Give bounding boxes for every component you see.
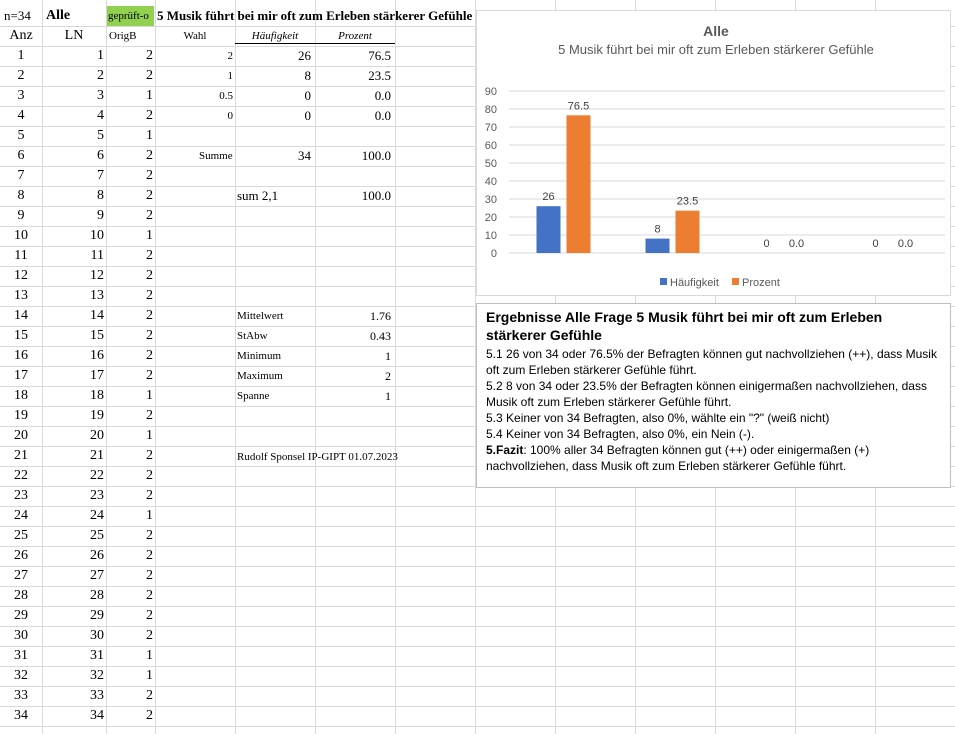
row-origb[interactable]: 2 — [146, 488, 153, 503]
row-ln[interactable]: 14 — [90, 308, 104, 323]
row-anz[interactable]: 11 — [14, 248, 28, 263]
row-origb[interactable]: 1 — [146, 648, 153, 663]
row-ln[interactable]: 27 — [90, 568, 104, 583]
chart-svg — [477, 11, 952, 297]
bar — [537, 206, 561, 253]
author-note[interactable]: Rudolf Sponsel IP-GIPT 01.07.2023 — [237, 451, 398, 463]
data-label: 23.5 — [676, 195, 699, 208]
bar — [646, 239, 670, 253]
freq-haeufigkeit[interactable]: 8 — [304, 68, 311, 83]
stat-value[interactable]: 1.76 — [370, 309, 391, 323]
row-origb[interactable]: 2 — [146, 548, 153, 563]
stat-label[interactable]: Minimum — [237, 350, 282, 362]
row-anz[interactable]: 25 — [14, 528, 28, 543]
row-ln[interactable]: 24 — [90, 508, 104, 523]
row-anz[interactable]: 34 — [14, 708, 28, 723]
legend-label: Häufigkeit — [670, 277, 719, 289]
row-anz[interactable]: 12 — [14, 268, 28, 283]
results-line-1: 5.1 26 von 34 oder 76.5% der Befragten können gut nachvollziehen (++), dass Musik oft zum Erleben stärkerer Gefühle führt. — [486, 347, 937, 377]
stat-label[interactable]: StAbw — [237, 330, 268, 342]
freq-wahl[interactable]: 0 — [227, 110, 233, 122]
freq-haeufigkeit[interactable]: 0 — [304, 88, 311, 103]
row-origb[interactable]: 1 — [146, 388, 153, 403]
bar — [567, 115, 591, 253]
summe-prozent[interactable]: 100.0 — [361, 148, 391, 163]
row-origb[interactable]: 2 — [146, 168, 153, 183]
row-origb[interactable]: 1 — [146, 668, 153, 683]
stat-label[interactable]: Spanne — [237, 390, 270, 402]
row-anz[interactable]: 6 — [17, 148, 25, 163]
row-anz[interactable]: 15 — [14, 328, 28, 343]
data-label: 0 — [872, 238, 879, 250]
header-wahl[interactable]: Wahl — [183, 30, 207, 42]
legend-swatch — [660, 278, 667, 285]
row-origb[interactable]: 2 — [146, 68, 153, 83]
row-origb[interactable]: 1 — [146, 428, 153, 443]
header-underline — [235, 43, 395, 44]
row-origb[interactable]: 2 — [146, 448, 153, 463]
sum21-prozent[interactable]: 100.0 — [361, 188, 391, 203]
row-ln[interactable]: 22 — [90, 468, 104, 483]
data-label: 8 — [654, 223, 661, 236]
results-fazit — [486, 442, 941, 474]
results-line-3: 5.3 Keiner von 34 Befragten, also 0%, wählte ein "?" (weiß nicht) — [486, 411, 830, 425]
row-anz[interactable]: 27 — [14, 568, 28, 583]
row-anz[interactable]: 4 — [17, 108, 25, 123]
question-title[interactable]: 5 Musik führt bei mir oft zum Erleben stärkerer Gefühle — [157, 8, 473, 23]
row-anz[interactable]: 19 — [14, 408, 28, 423]
row-anz[interactable]: 26 — [14, 548, 28, 563]
row-origb[interactable]: 2 — [146, 308, 153, 323]
row-origb[interactable]: 2 — [146, 208, 153, 223]
row-anz[interactable]: 16 — [14, 348, 28, 363]
stat-value[interactable]: 0.43 — [370, 329, 391, 343]
row-ln[interactable]: 20 — [90, 428, 104, 443]
results-textbox[interactable] — [476, 303, 951, 488]
row-ln[interactable]: 5 — [97, 128, 104, 143]
data-label: 0.0 — [788, 238, 805, 250]
legend-swatch — [732, 278, 739, 285]
row-ln[interactable]: 6 — [97, 148, 104, 163]
y-tick-label: 10 — [484, 230, 497, 242]
row-origb[interactable]: 2 — [146, 348, 153, 363]
y-tick-label: 20 — [484, 212, 497, 224]
bar-chart[interactable] — [476, 10, 951, 296]
sum21-label[interactable]: sum 2,1 — [237, 188, 279, 203]
data-label: 26 — [542, 191, 555, 204]
row-anz[interactable]: 14 — [14, 308, 28, 323]
stat-value[interactable]: 1 — [385, 349, 391, 363]
row-origb[interactable]: 2 — [146, 568, 153, 583]
row-anz[interactable]: 21 — [14, 448, 28, 463]
freq-prozent[interactable]: 76.5 — [368, 48, 391, 63]
results-line-2: 5.2 8 von 34 oder 23.5% der Befragten können einigermaßen nachvollziehen, dass Musik oft zum Erleben stärkerer Gefühle führt. — [486, 379, 927, 409]
group-cell[interactable]: Alle — [46, 8, 71, 23]
row-origb[interactable]: 1 — [146, 88, 153, 103]
bar — [676, 211, 700, 253]
header-haeufigkeit[interactable]: Häufigkeit — [251, 30, 299, 42]
results-heading: Ergebnisse Alle Frage 5 Musik führt bei mir oft zum Erleben stärkerer Gefühle — [486, 309, 883, 343]
row-origb[interactable]: 2 — [146, 248, 153, 263]
freq-haeufigkeit[interactable]: 26 — [298, 48, 311, 63]
row-anz[interactable]: 1 — [17, 48, 25, 63]
fazit-text: : 100% aller 34 Befragten können gut (++) oder einigermaßen (+) nachvollziehen, dass Musik oft zum Erleben stärkerer Gefühle führt. — [486, 443, 870, 473]
row-ln[interactable]: 17 — [90, 368, 104, 383]
row-anz[interactable]: 33 — [14, 688, 28, 703]
row-ln[interactable]: 31 — [90, 648, 104, 663]
row-ln[interactable]: 9 — [97, 208, 104, 223]
n-count-cell[interactable]: n=34 — [4, 8, 31, 23]
row-origb[interactable]: 2 — [146, 268, 153, 283]
row-origb[interactable]: 1 — [146, 128, 153, 143]
y-tick-label: 70 — [484, 122, 497, 134]
freq-wahl[interactable]: 2 — [227, 50, 233, 62]
row-ln[interactable]: 30 — [90, 628, 104, 643]
row-anz[interactable]: 22 — [14, 468, 28, 483]
y-tick-label: 0 — [490, 248, 497, 260]
row-ln[interactable]: 3 — [97, 88, 104, 103]
y-tick-label: 30 — [484, 194, 497, 206]
row-ln[interactable]: 7 — [97, 168, 104, 183]
freq-haeufigkeit[interactable]: 0 — [304, 108, 311, 123]
row-anz[interactable]: 18 — [14, 388, 28, 403]
y-tick-label: 50 — [484, 158, 497, 170]
chart-subtitle: 5 Musik führt bei mir oft zum Erleben stärkerer Gefühle — [558, 42, 874, 57]
row-anz[interactable]: 5 — [17, 128, 25, 143]
freq-prozent[interactable]: 0.0 — [374, 108, 391, 123]
row-anz[interactable]: 2 — [17, 68, 25, 83]
row-origb[interactable]: 2 — [146, 468, 153, 483]
row-ln[interactable]: 12 — [90, 268, 104, 283]
header-ln[interactable]: LN — [64, 28, 84, 43]
header-anz[interactable]: Anz — [9, 28, 33, 43]
row-origb[interactable]: 2 — [146, 588, 153, 603]
row-anz[interactable]: 9 — [17, 208, 25, 223]
summe-label[interactable]: Summe — [199, 150, 233, 162]
y-tick-label: 60 — [484, 140, 497, 152]
data-label: 76.5 — [567, 100, 590, 113]
row-anz[interactable]: 23 — [14, 488, 28, 503]
stat-label[interactable]: Mittelwert — [237, 310, 284, 322]
row-ln[interactable]: 8 — [97, 188, 104, 203]
y-tick-label: 40 — [484, 176, 497, 188]
row-origb[interactable]: 2 — [146, 188, 153, 203]
y-tick-label: 80 — [484, 104, 497, 116]
row-anz[interactable]: 24 — [14, 508, 28, 523]
summe-haeufigkeit[interactable]: 34 — [298, 148, 311, 163]
row-ln[interactable]: 13 — [90, 288, 104, 303]
row-origb[interactable]: 2 — [146, 628, 153, 643]
freq-wahl[interactable]: 0.5 — [219, 90, 233, 102]
row-origb[interactable]: 2 — [146, 608, 153, 623]
row-origb[interactable]: 2 — [146, 48, 153, 63]
row-anz[interactable]: 17 — [14, 368, 28, 383]
stat-value[interactable]: 1 — [385, 389, 391, 403]
row-anz[interactable]: 30 — [14, 628, 28, 643]
row-origb[interactable]: 1 — [146, 228, 153, 243]
row-ln[interactable]: 29 — [90, 608, 104, 623]
row-anz[interactable]: 13 — [14, 288, 28, 303]
row-origb[interactable]: 2 — [146, 108, 153, 123]
row-ln[interactable]: 28 — [90, 588, 104, 603]
row-anz[interactable]: 31 — [14, 648, 28, 663]
row-ln[interactable]: 33 — [90, 688, 104, 703]
row-anz[interactable]: 8 — [17, 188, 25, 203]
row-anz[interactable]: 3 — [17, 88, 25, 103]
data-label: 0 — [763, 238, 770, 250]
row-origb[interactable]: 2 — [146, 368, 153, 383]
row-ln[interactable]: 1 — [97, 48, 104, 63]
results-line-4: 5.4 Keiner von 34 Befragten, also 0%, ein Nein (-). — [486, 427, 755, 441]
gridline-vertical — [395, 0, 396, 734]
row-ln[interactable]: 19 — [90, 408, 104, 423]
row-anz[interactable]: 10 — [14, 228, 28, 243]
row-anz[interactable]: 20 — [14, 428, 28, 443]
row-origb[interactable]: 2 — [146, 708, 153, 723]
row-ln[interactable]: 15 — [90, 328, 104, 343]
chart-title: Alle — [703, 23, 729, 39]
row-anz[interactable]: 32 — [14, 668, 28, 683]
row-origb[interactable]: 2 — [146, 688, 153, 703]
row-ln[interactable]: 2 — [97, 68, 104, 83]
row-ln[interactable]: 32 — [90, 668, 104, 683]
legend-label: Prozent — [742, 277, 780, 289]
row-ln[interactable]: 16 — [90, 348, 104, 363]
freq-wahl[interactable]: 1 — [227, 70, 233, 82]
header-origb[interactable]: OrigB — [109, 30, 137, 42]
freq-prozent[interactable]: 23.5 — [368, 68, 391, 83]
row-ln[interactable]: 11 — [90, 248, 104, 263]
freq-prozent[interactable]: 0.0 — [374, 88, 391, 103]
row-origb[interactable]: 2 — [146, 148, 153, 163]
data-label: 0.0 — [897, 238, 914, 250]
row-ln[interactable]: 34 — [90, 708, 104, 723]
row-ln[interactable]: 21 — [90, 448, 104, 463]
status-badge[interactable]: geprüft-o — [108, 10, 149, 22]
row-origb[interactable]: 2 — [146, 328, 153, 343]
row-origb[interactable]: 1 — [146, 508, 153, 523]
row-anz[interactable]: 7 — [17, 168, 25, 183]
stat-value[interactable]: 2 — [385, 369, 391, 383]
row-origb[interactable]: 2 — [146, 408, 153, 423]
row-ln[interactable]: 10 — [90, 228, 104, 243]
gridline-horizontal — [0, 726, 955, 727]
stat-label[interactable]: Maximum — [237, 370, 283, 382]
row-anz[interactable]: 28 — [14, 588, 28, 603]
header-prozent[interactable]: Prozent — [338, 30, 372, 42]
row-origb[interactable]: 2 — [146, 528, 153, 543]
row-origb[interactable]: 2 — [146, 288, 153, 303]
fazit-label: 5.Fazit — [486, 443, 524, 457]
row-ln[interactable]: 26 — [90, 548, 104, 563]
row-anz[interactable]: 29 — [14, 608, 28, 623]
y-tick-label: 90 — [484, 86, 497, 98]
row-ln[interactable]: 18 — [90, 388, 104, 403]
row-ln[interactable]: 23 — [90, 488, 104, 503]
row-ln[interactable]: 25 — [90, 528, 104, 543]
row-ln[interactable]: 4 — [97, 108, 104, 123]
